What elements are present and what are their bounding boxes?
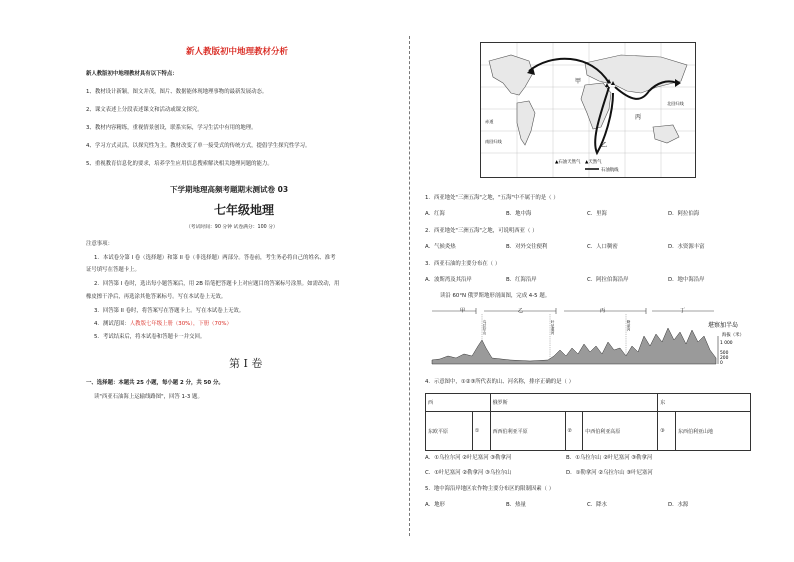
lena-label: 勒拿河 [627, 320, 631, 331]
segment-bing: 丙 [600, 308, 606, 314]
north-america-shape [489, 55, 533, 95]
profile-intro: 读沿 60°N 俄罗斯地形剖面图，完成 4-5 题。 [440, 293, 551, 299]
legend-oil: ▲石油天然气 [555, 160, 581, 165]
table-cell: ① [472, 412, 490, 451]
feature-point-4: 4、学习方式灵活，以探究性为主。教材改变了单一接受式的传统方式，提倡学生探究性学习。 [86, 143, 311, 149]
equator-label: 赤道 [485, 119, 494, 124]
label-yi: 乙 [601, 142, 608, 149]
q1-option-d[interactable]: D．阿拉伯海 [668, 211, 700, 217]
tick-500: 500 [720, 351, 729, 356]
table-cell: ③ [658, 412, 676, 451]
notice-2b: 橡皮擦干净后，再选涂其他答案标号。写在本试卷上无效。 [86, 294, 227, 300]
exam-meta: （考试时间：90 分钟 试卷满分：100 分） [186, 225, 278, 230]
segment-jia: 甲 [460, 308, 466, 314]
label-bing: 丙 [635, 114, 642, 121]
table-cell-east: 东 [658, 394, 751, 412]
section-one-heading: 一、选择题：本题共 25 小题，每小题 2 分，共 50 分。 [86, 380, 224, 386]
test-range: 人教版七年级上册（30%），下册（70%） [129, 321, 232, 327]
table-row [426, 412, 751, 451]
table-cell-west: 西 [426, 394, 491, 412]
tick-200: 200 [720, 356, 729, 361]
doc-title: 新人教版初中地理教材分析 [186, 47, 289, 57]
profile-graphic [430, 306, 750, 368]
north-tropic-label: 北回归线 [667, 101, 684, 106]
q4-option-d[interactable]: D．①勒拿河 ②乌拉尔山 ③叶尼塞河 [566, 470, 653, 476]
q5-option-c[interactable]: C．降水 [587, 502, 607, 508]
table-header-row [426, 394, 751, 412]
q2-option-a[interactable]: A．气候炎热 [425, 244, 456, 250]
label-jia: 甲 [575, 78, 582, 85]
q3-option-a[interactable]: A．波斯湾及其沿岸 [425, 277, 472, 283]
segment-yi: 乙 [518, 308, 524, 314]
tick-1000: 1 000 [720, 341, 733, 346]
feature-point-3: 3、教材内容精练，重视情景创设，联系实际，学习生活中有用的地理。 [86, 125, 257, 131]
question-5: 5．地中海沿岸地区农作物主要分布区的限制因素（ ） [425, 486, 555, 492]
q2-option-c[interactable]: C．人口稠密 [587, 244, 618, 250]
column-divider [409, 36, 410, 536]
question-2: 2．西亚地处"三洲五海"之地，可说明西亚（ ） [425, 228, 538, 234]
notice-5: 5．考试结束后，将本试卷和答题卡一并交回。 [94, 334, 206, 340]
world-oil-route-map [480, 42, 696, 178]
notice-2: 2．回答第 I 卷时，选出每小题答案后，用 2B 铅笔把答题卡上对应题目的答案标号涂黑。如需改动，用 [94, 281, 340, 287]
q2-option-d[interactable]: D．水资源丰富 [668, 244, 705, 250]
q2-option-b[interactable]: B．对外交往便利 [506, 244, 548, 250]
feature-point-2: 2、课文表述上分段表述课文和活动或课文探究。 [86, 107, 203, 113]
notice-4 [94, 321, 232, 328]
q5-option-b[interactable]: B．热量 [506, 502, 526, 508]
yenisei-label: 叶尼塞河 [551, 320, 555, 335]
q3-option-d[interactable]: D．地中海沿岸 [668, 277, 705, 283]
table-cell: 西西伯利亚平原 [490, 412, 565, 451]
segment-ding: 丁 [680, 308, 686, 314]
q4-option-c[interactable]: C．①叶尼塞河 ②勒拿河 ③乌拉尔山 [425, 470, 512, 476]
table-cell-russia: 俄罗斯 [490, 394, 658, 412]
peninsula-label: 堪察加半岛 [708, 322, 739, 329]
volume-heading: 第 I 卷 [229, 357, 263, 370]
notice-4-label: 4．测试范围： [94, 321, 130, 327]
section-intro: 读"西亚石油海上运输线路图"，回答 1-3 题。 [94, 394, 203, 400]
q1-option-c[interactable]: C．里海 [587, 211, 607, 217]
notice-1: 1．本试卷分第 I 卷（选择题）和第 II 卷（非选择题）两部分。答卷前，考生务必将自己的姓名、准考 [94, 255, 336, 261]
south-tropic-label: 南回归线 [485, 139, 502, 144]
q3-option-b[interactable]: B．红海沿岸 [506, 277, 537, 283]
table-cell: 东西伯利亚山地 [675, 412, 750, 451]
russia-terrain-profile [430, 306, 750, 368]
table-cell: ② [565, 412, 583, 451]
notice-title: 注意事项： [86, 241, 113, 247]
australia-shape [653, 125, 679, 143]
grade-title: 七年级地理 [214, 203, 275, 217]
terrain-silhouette [432, 328, 716, 364]
feature-point-5: 5、重视教育信息化的要求，培养学生应用信息搜索解决相关地理问题的能力。 [86, 161, 273, 167]
profile-zone-table [425, 393, 751, 451]
altitude-label: 海拔（米） [722, 333, 744, 338]
notice-3: 3．回答第 II 卷时，将答案写在答题卡上。写在本试卷上无效。 [94, 308, 245, 314]
south-america-shape [517, 101, 535, 145]
legend-route: 石油航线 [601, 168, 619, 173]
map-graphic [481, 43, 695, 177]
question-3: 3．西亚石油的主要分布在（ ） [425, 261, 501, 267]
q1-option-a[interactable]: A．红海 [425, 211, 445, 217]
legend-gas: ▲天然气 [585, 160, 602, 165]
q1-option-b[interactable]: B．地中海 [506, 211, 532, 217]
notice-1b: 证号填写在答题卡上。 [86, 267, 140, 273]
feature-point-1: 1、教材设计新颖，图文并茂，图片、数据能体现地理事物的最新发展动态。 [86, 89, 268, 95]
ural-label: 乌拉尔山 [483, 320, 487, 335]
question-4: 4．示意图中，①②③所代表的山、河名称，排序正确的是（ ） [425, 379, 575, 385]
q5-option-a[interactable]: A．地形 [425, 502, 445, 508]
table-cell: 东欧平原 [426, 412, 473, 451]
q3-option-c[interactable]: C．阿拉伯海沿岸 [587, 277, 629, 283]
q5-option-d[interactable]: D．水源 [668, 502, 689, 508]
intro-text: 新人教版初中地理教材具有以下特点： [86, 71, 178, 77]
exam-series-title: 下学期地理高频考题期末测试卷 03 [170, 185, 289, 194]
table-cell: 中西伯利亚高原 [583, 412, 658, 451]
q4-option-a[interactable]: A．①乌拉尔河 ②叶尼塞河 ③勒拿河 [425, 455, 512, 461]
africa-shape [581, 83, 611, 129]
question-1: 1．西亚地处"三洲五海"之地，"五海"中不属于的是（ ） [425, 195, 559, 201]
q4-option-b[interactable]: B．①乌拉尔山 ②叶尼塞河 ③勒拿河 [566, 455, 653, 461]
tick-0: 0 [720, 361, 723, 366]
